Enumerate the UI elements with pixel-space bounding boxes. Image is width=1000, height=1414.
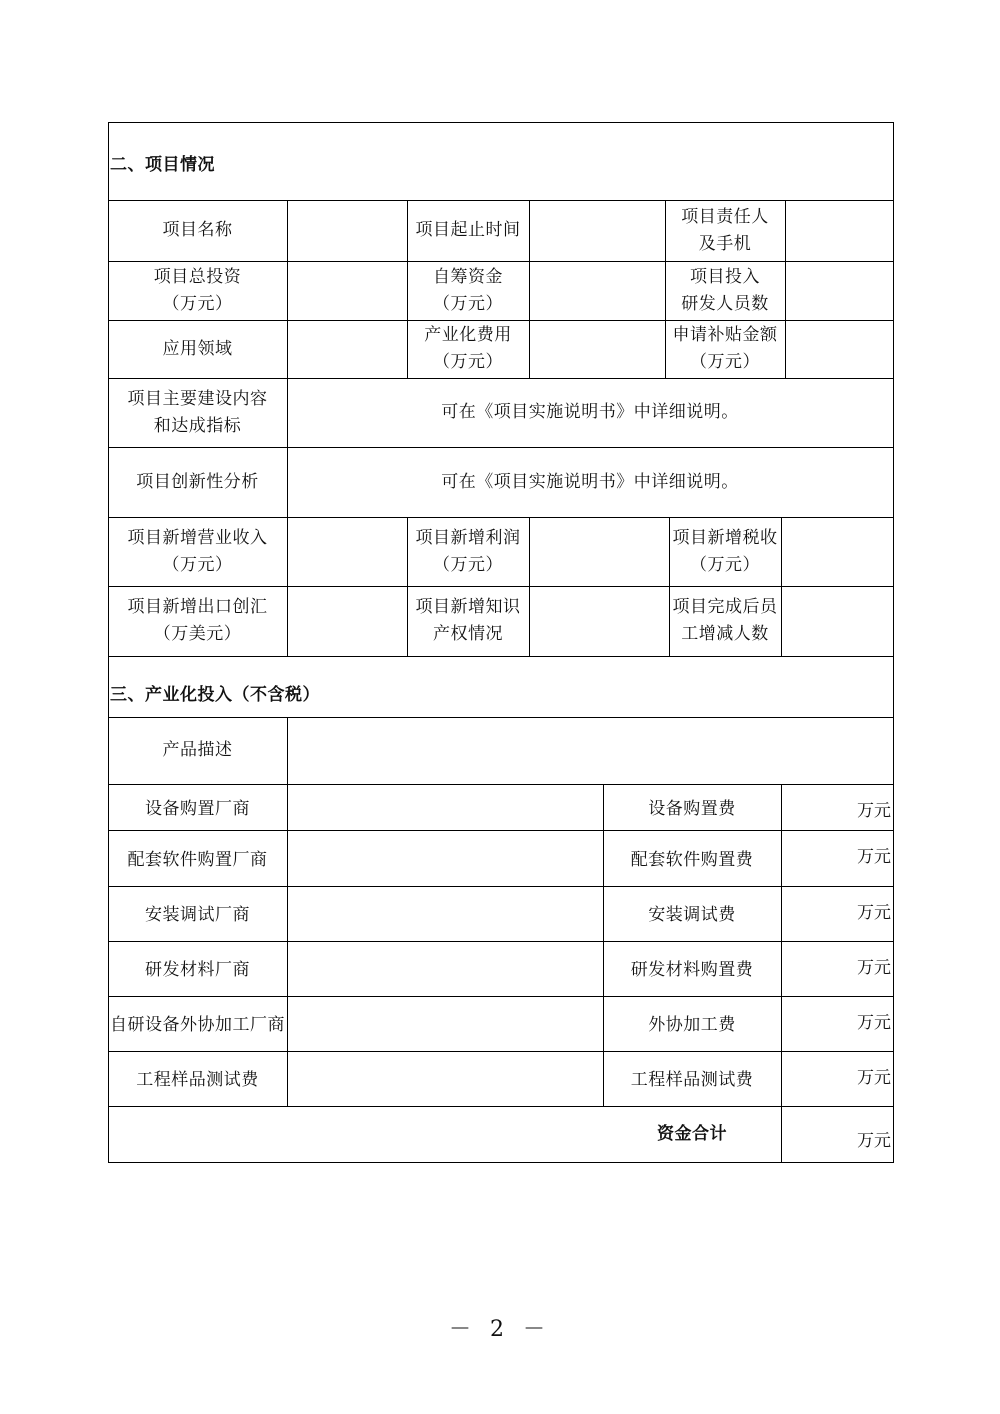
table-rule — [781, 996, 782, 1052]
field-label: 项目新增营业收入 （万元） — [127, 527, 268, 575]
total-label: 资金合计 — [657, 1123, 727, 1144]
vendor-label: 安装调试厂商 — [145, 905, 250, 925]
vendor-field[interactable] — [287, 886, 603, 941]
field-value[interactable] — [785, 261, 893, 320]
table-rule — [108, 656, 894, 657]
field-value[interactable] — [529, 200, 665, 261]
field-label: 应用领域 — [162, 338, 233, 359]
vendor-field[interactable] — [287, 941, 603, 996]
vendor-label: 配套软件购置厂商 — [127, 849, 268, 870]
product-description-field[interactable] — [287, 717, 893, 784]
vendor-field[interactable] — [287, 1051, 603, 1106]
vendor-field[interactable] — [287, 830, 603, 886]
table-rule — [781, 1106, 782, 1163]
unit-label: 万元 — [857, 958, 891, 978]
field-value[interactable] — [287, 517, 407, 586]
table-rule — [108, 122, 894, 123]
vendor-field[interactable] — [287, 784, 603, 830]
table-rule — [781, 941, 782, 997]
cost-label: 工程样品测试费 — [630, 1070, 754, 1090]
field-label: 项目新增知识 产权情况 — [415, 597, 521, 644]
cost-label: 配套软件购置费 — [630, 849, 754, 870]
table-rule — [781, 1051, 782, 1107]
vendor-label: 设备购置厂商 — [145, 798, 250, 819]
field-label: 项目总投资 （万元） — [153, 266, 242, 314]
cost-label: 外协加工费 — [648, 1015, 736, 1035]
page-number: － 2 － — [449, 1317, 551, 1342]
field-value[interactable] — [785, 200, 893, 261]
field-label: 申请补贴金额 （万元） — [672, 325, 778, 372]
field-label: 产业化费用 （万元） — [424, 325, 512, 372]
field-value[interactable] — [529, 586, 669, 656]
unit-label: 万元 — [857, 1068, 891, 1088]
field-label: 项目责任人 及手机 — [681, 206, 769, 254]
unit-label: 万元 — [857, 903, 891, 923]
section-title: 二、项目情况 — [110, 155, 215, 175]
table-rule — [781, 784, 782, 831]
field-value[interactable] — [781, 517, 893, 586]
unit-label: 万元 — [857, 801, 891, 821]
field-label: 项目新增利润 （万元） — [415, 527, 521, 575]
field-value[interactable] — [781, 586, 893, 656]
field-value[interactable] — [287, 320, 407, 378]
field-label: 项目投入 研发人员数 — [681, 266, 769, 314]
vendor-label: 自研设备外协加工厂商 — [110, 1015, 285, 1035]
field-label: 项目新增税收 （万元） — [672, 527, 778, 575]
table-rule — [893, 122, 894, 1163]
cost-label: 研发材料购置费 — [630, 960, 754, 980]
cost-label: 设备购置费 — [648, 798, 736, 819]
field-value[interactable] — [785, 320, 893, 378]
field-label: 自筹资金 （万元） — [433, 266, 503, 314]
field-note: 可在《项目实施说明书》中详细说明。 — [441, 402, 739, 422]
field-label: 项目完成后员 工增减人数 — [672, 597, 778, 644]
field-note: 可在《项目实施说明书》中详细说明。 — [441, 471, 739, 492]
unit-label: 万元 — [857, 1131, 891, 1151]
field-value[interactable] — [529, 517, 669, 586]
field-label: 项目起止时间 — [415, 220, 521, 240]
field-label: 项目创新性分析 — [136, 471, 259, 492]
field-value[interactable] — [287, 586, 407, 656]
field-value[interactable] — [529, 320, 665, 378]
field-label: 项目名称 — [162, 220, 233, 240]
cost-label: 安装调试费 — [648, 905, 736, 925]
field-label: 项目主要建设内容 和达成指标 — [127, 388, 268, 436]
table-rule — [781, 886, 782, 942]
table-rule — [108, 1162, 894, 1163]
field-value[interactable] — [287, 200, 407, 261]
unit-label: 万元 — [857, 847, 891, 867]
table-rule — [781, 830, 782, 887]
unit-label: 万元 — [857, 1013, 891, 1033]
vendor-field[interactable] — [287, 996, 603, 1051]
field-value[interactable] — [287, 261, 407, 320]
field-value[interactable] — [529, 261, 665, 320]
field-label: 项目新增出口创汇 （万美元） — [127, 597, 268, 644]
field-label: 产品描述 — [162, 740, 233, 760]
vendor-label: 研发材料厂商 — [145, 960, 250, 980]
vendor-label: 工程样品测试费 — [136, 1070, 259, 1090]
section-title: 三、产业化投入（不含税） — [110, 685, 320, 705]
